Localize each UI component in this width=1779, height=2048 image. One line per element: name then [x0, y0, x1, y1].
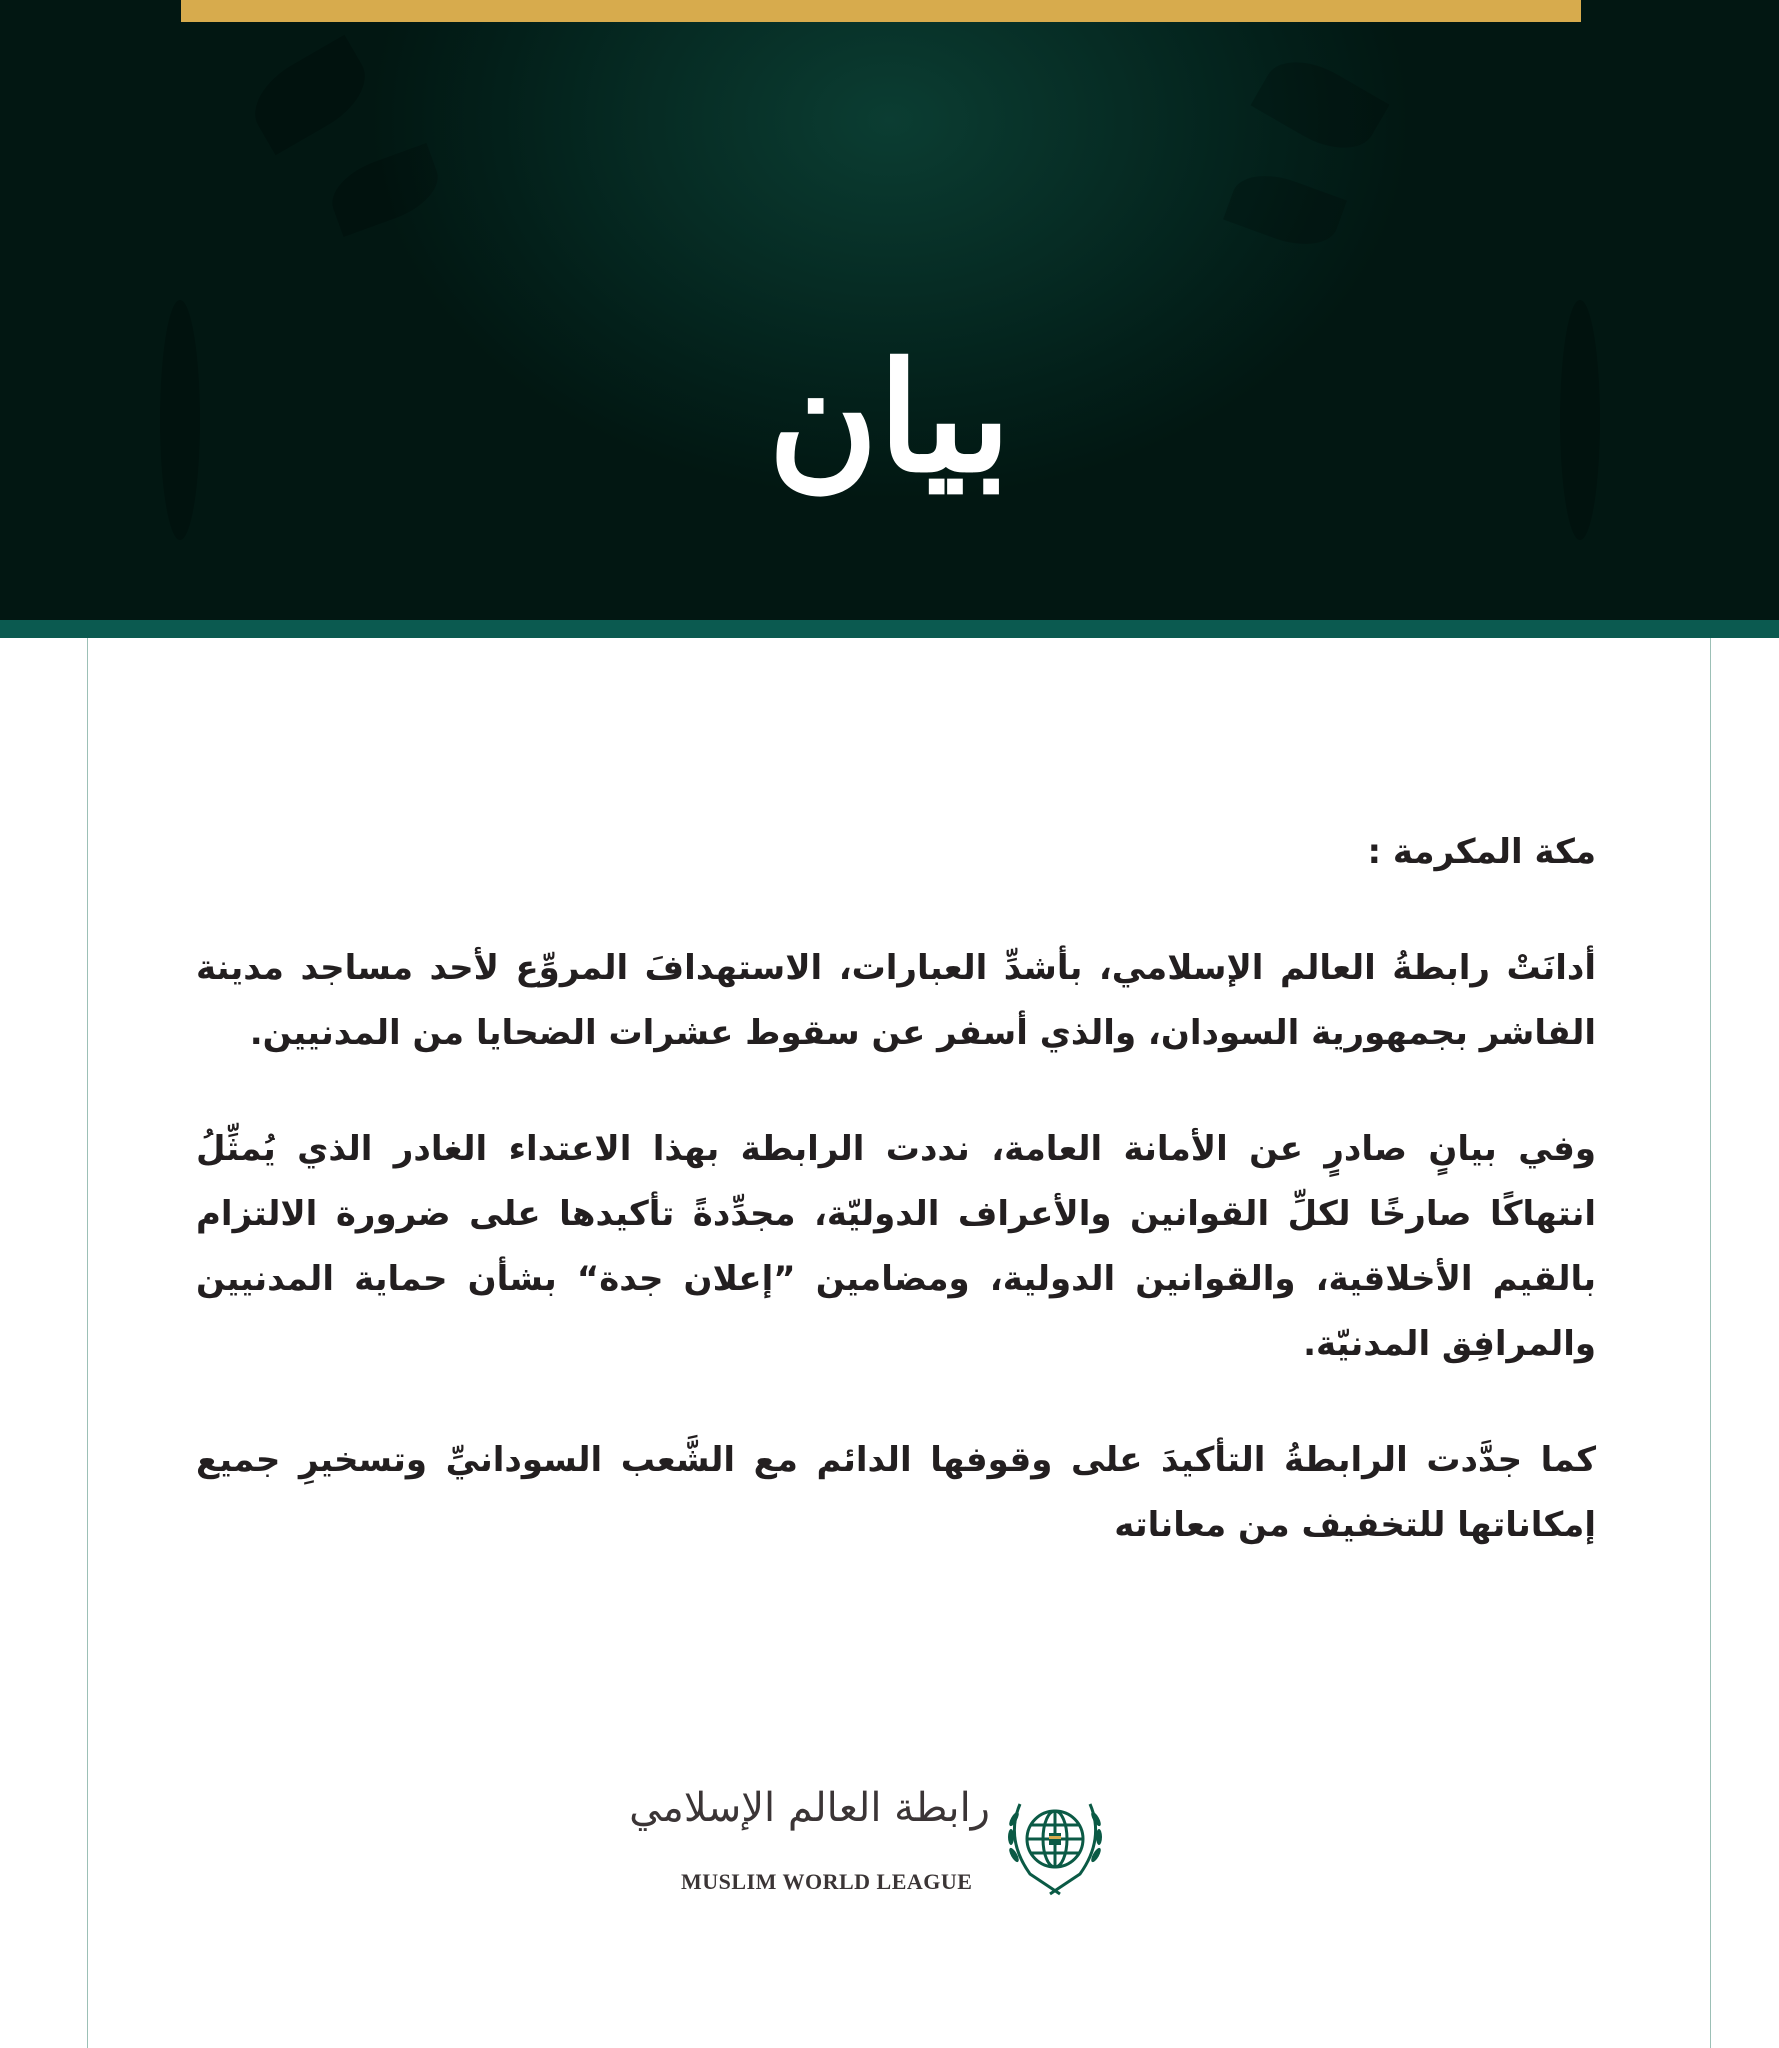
- paragraph: أدانَتْ رابطةُ العالم الإسلامي، بأشدِّ العبارات، الاستهدافَ المروِّع لأحد مساجد مدينة الفاشر بجمهورية السودان، والذي أسفر عن سقوط عشرات الضحايا من المدنيين.: [196, 948, 1596, 1053]
- paragraph: كما جدَّدت الرابطةُ التأكيدَ على وقوفها الدائم مع الشَّعب السودانيِّ وتسخيرِ جميع إمكاناتها للتخفيف من معاناته: [196, 1440, 1596, 1545]
- teal-strip: [0, 620, 1779, 638]
- olive-leaf-decoration: [241, 35, 380, 156]
- header-banner: [0, 0, 1779, 620]
- logo-english-text: MUSLIM WORLD LEAGUE: [681, 1869, 973, 1894]
- olive-leaf-decoration: [1251, 45, 1390, 166]
- statement-body: [196, 820, 1596, 1609]
- paragraph: وفي بيانٍ صادرٍ عن الأمانة العامة، نددت الرابطة بهذا الاعتداء الغادر الذي يُمثِّلُ انتهاكًا صارخًا لكلِّ القوانين والأعراف الدوليّة، مجدِّدةً تأكيدها على ضرورة الالتزام بالقيم الأخلاقية، والقوانين الدولية، ومضامين ”إعلان جدة“ بشأن حماية المدنيين والمرافِق المدنيّة.: [196, 1129, 1596, 1364]
- right-border-line: [1710, 638, 1711, 2048]
- gold-bar: [181, 0, 1581, 22]
- olive-leaf-decoration: [1223, 163, 1347, 257]
- globe-wreath-emblem-icon: [1000, 1789, 1110, 1899]
- logo-arabic-text: رابطة العالم الإسلامي: [629, 1785, 990, 1831]
- dateline: مكة المكرمة :: [1367, 832, 1596, 872]
- left-border-line: [87, 638, 88, 2048]
- muslim-world-league-logo: [629, 1785, 1110, 1895]
- page-title: بيان: [768, 330, 1011, 506]
- olive-leaf-decoration: [323, 143, 447, 237]
